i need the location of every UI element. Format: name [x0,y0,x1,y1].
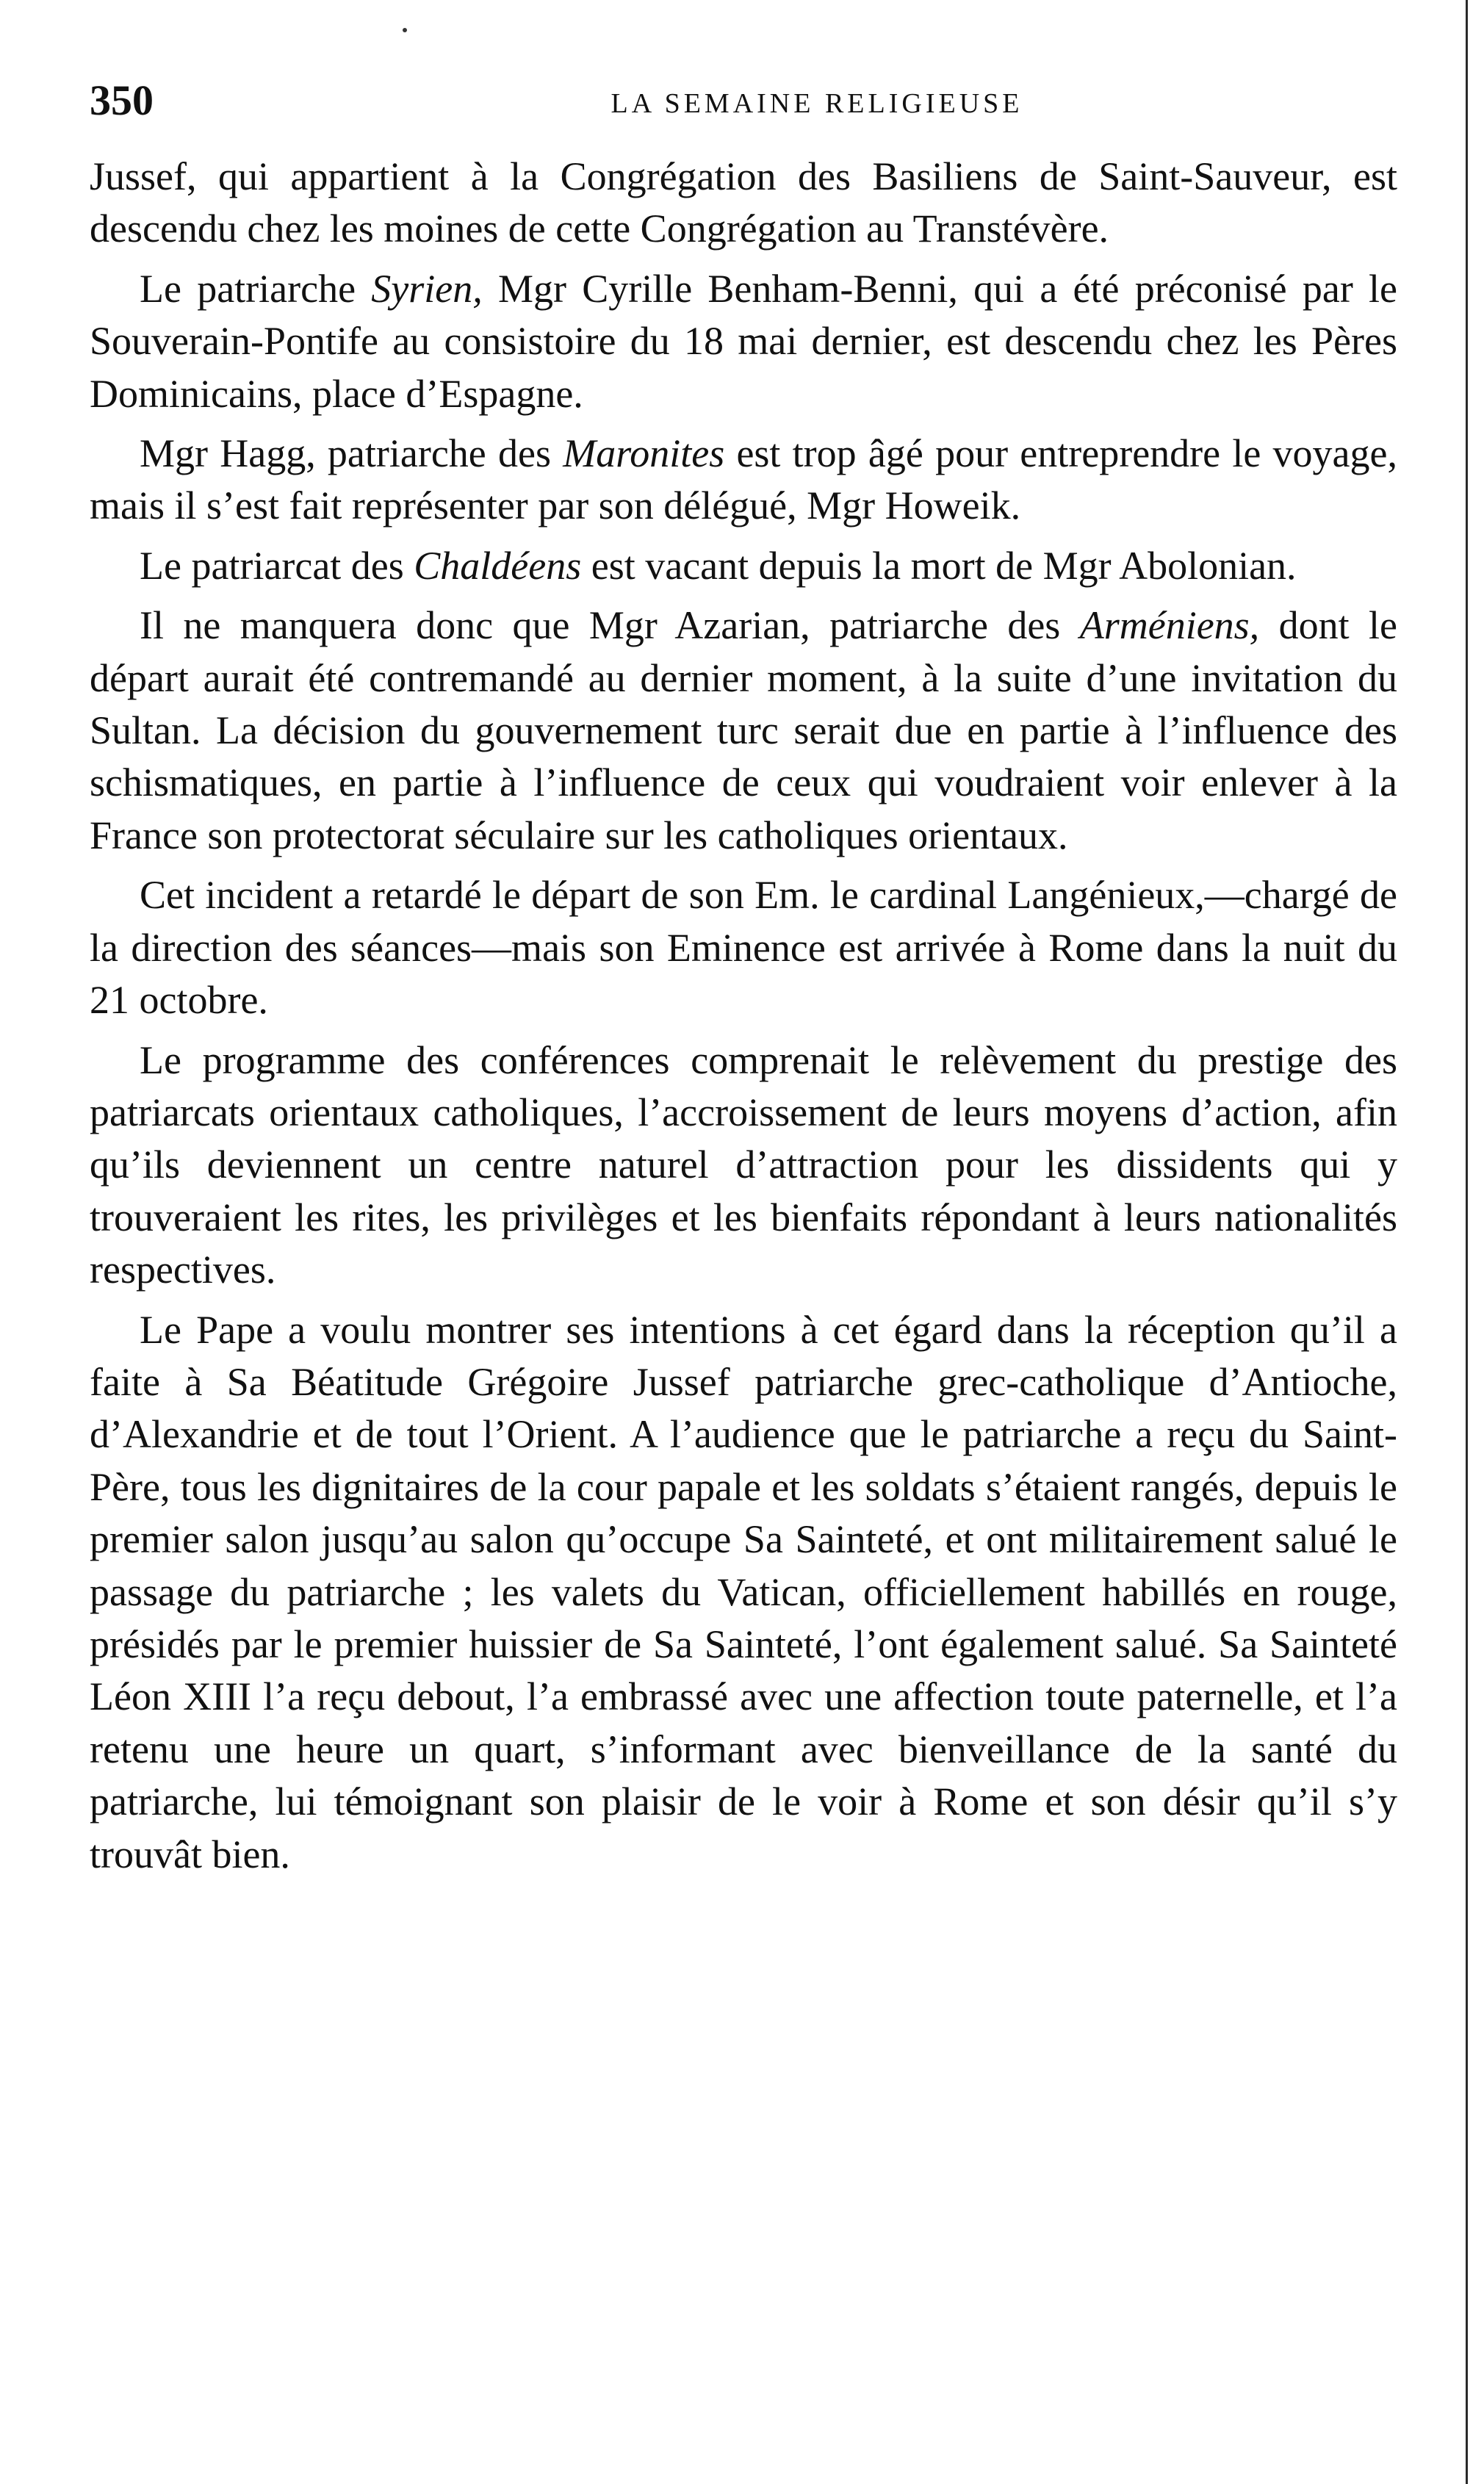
text-run: Le programme des conférences comprenait le relèvement du prestige des patriarcats orientaux catholiques, l’accroissement de leurs moyens d’action, afin qu’ils deviennent un centre naturel d’attraction pour les dissidents qui y trouveraient les rites, les privilèges et les bienfaits répondant à leurs nationalités respectives. [90,1037,1397,1292]
text-run: Jussef, qui appartient à la Congrégation des Basiliens de Saint-Sauveur, est descendu chez les moines de cette Congrégation au Transtévère. [90,154,1397,251]
running-title: LA SEMAINE RELIGIEUSE [610,88,1023,119]
text-run: Mgr Cyrille Benham-Benni, qui a été préconisé par le Souverain-Pontife au consistoire du 18 mai dernier, est descendu chez les Pères Dominicains, place d’Espagne. [90,266,1398,416]
paragraph [90,1304,1397,1881]
text-run: Mgr Hagg, patriarche des [140,431,563,476]
paragraph [90,263,1397,420]
text-run: est trop âgé pour entreprendre le voyage, mais il s’est fait représenter par son délégué, Mgr Howeik. [90,431,1397,528]
page-edge-rule [1466,0,1468,2484]
italic-term: Syrien, [371,266,483,311]
paragraph [90,600,1397,862]
paragraph [90,428,1397,533]
text-run: Il ne manquera donc que Mgr Azarian, patriarche des [140,603,1080,648]
paragraph [90,869,1397,1026]
page-number: 350 [90,76,154,124]
text-run: est vacant depuis la mort de Mgr Abolonian. [581,543,1297,588]
ink-speck [403,28,407,32]
text-run: Cet incident a retardé le départ de son Em. le cardinal Langénieux,—chargé de la direction des séances—mais son Eminence est arrivée à Rome dans la nuit du 21 octobre. [90,873,1397,1023]
paragraph [90,540,1397,592]
text-run: Le Pape a voulu montrer ses intentions à cet égard dans la réception qu’il a faite à Sa Béatitude Grégoire Jussef patriarche grec-catholique d’Antioche, d’Alexandrie et de tout l’Orient. A l’audience que le patriarche a reçu du Saint-Père, tous les dignitaires de la cour papale et les soldats s’étaient rangés, depuis le premier salon jusqu’au salon qu’occupe Sa Sainteté, et ont militairement salué le passage du patriarche ; les valets du Vatican, officiellement habillés en rouge, présidés par le premier huissier de Sa Sainteté, l’ont également salué. Sa Sainteté Léon XIII l’a reçu debout, l’a embrassé avec une affection toute paternelle, et l’a retenu une heure un quart, s’informant avec bienveillance de la santé du patriarche, lui témoignant son plaisir de le voir à Rome et son désir qu’il s’y trouvât bien. [90,1307,1397,1876]
paragraph [90,1034,1397,1297]
italic-term: Maronites [563,431,725,476]
text-run: Le patriarche [140,266,372,311]
paragraph [90,151,1397,256]
italic-term: Arméniens, [1079,603,1260,648]
article-body [90,151,1397,1881]
text-run: Le patriarcat des [140,543,414,588]
italic-term: Chaldéens [414,543,582,588]
text-run: dont le départ aurait été contremandé au dernier moment, à la suite d’une invitation du Sultan. La décision du gouvernement turc serait due en partie à l’influence des schismatiques, en partie à l’influence de ceux qui voudraient voir enlever à la France son protectorat séculaire sur les catholiques orientaux. [90,603,1397,857]
page-header [90,68,1397,134]
